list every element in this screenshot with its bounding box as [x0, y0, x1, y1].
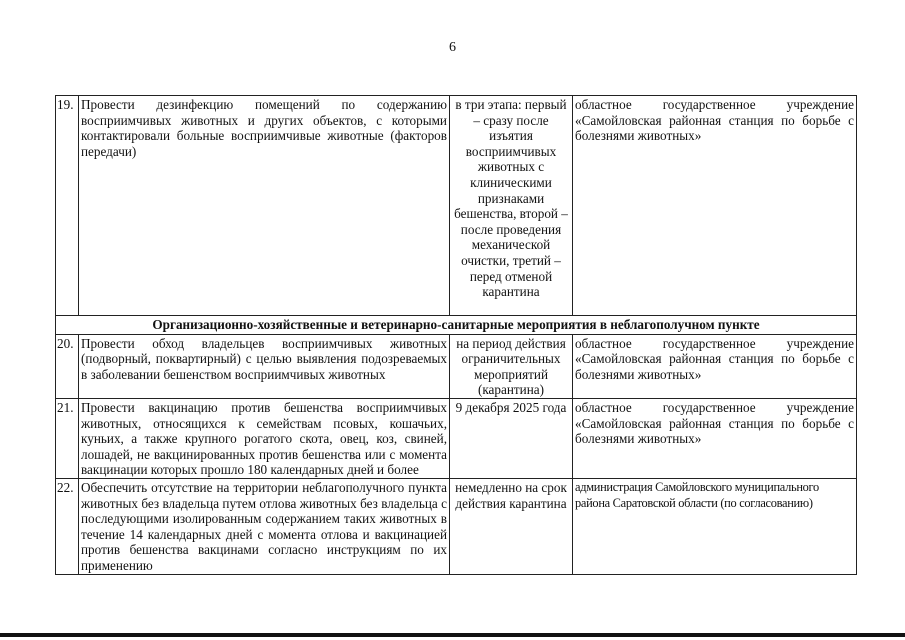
- table-row: [56, 334, 857, 398]
- table-row: [56, 398, 857, 478]
- row-timing: в три этапа: первый – сразу после изъятия восприимчивых животных с клиническими признаками бешенства, второй – после проведения механической очистки, третий – перед отменой карантина: [450, 96, 573, 316]
- row-number: 19.: [56, 96, 79, 316]
- table-row: [56, 96, 857, 316]
- row-responsible: областное государственное учреждение «Самойловская районная станция по борьбе с болезнями животных»: [573, 96, 857, 316]
- table-row: [56, 478, 857, 574]
- row-number: 22.: [56, 478, 79, 574]
- row-action: Провести обход владельцев восприимчивых животных (подворный, поквартирный) с целью выявления подозреваемых в заболевании бешенством восприимчивых животных: [79, 334, 450, 398]
- row-number: 21.: [56, 398, 79, 478]
- row-responsible: областное государственное учреждение «Самойловская районная станция по борьбе с болезнями животных»: [573, 398, 857, 478]
- row-responsible: администрация Самойловского муниципального района Саратовской области (по согласованию): [573, 478, 857, 574]
- row-action: Обеспечить отсутствие на территории неблагополучного пункта животных без владельца путем отлова животных без владельца с последующими изолированным содержанием таких животных в течение 14 календарных дней с момента отлова и вакцинацией против бешенства вакцинами согласно инструкциям по их применению: [79, 478, 450, 574]
- scan-edge-line: [0, 633, 905, 637]
- row-timing: 9 декабря 2025 года: [450, 398, 573, 478]
- row-responsible: областное государственное учреждение «Самойловская районная станция по борьбе с болезнями животных»: [573, 334, 857, 398]
- section-heading-row: [56, 316, 857, 335]
- row-timing: немедленно на срок действия карантина: [450, 478, 573, 574]
- row-timing: на период действия ограничительных мероприятий (карантина): [450, 334, 573, 398]
- row-action: Провести вакцинацию против бешенства восприимчивых животных, относящихся к семействам псовых, кошачьих, куньих, а также крупного рогатого скота, овец, коз, свиней, лошадей, не вакцинированных против бешенства или с момента вакцинации которых прошло 180 календарных дней и более: [79, 398, 450, 478]
- section-heading: Организационно-хозяйственные и ветеринарно-санитарные мероприятия в неблагополучном пункте: [56, 316, 857, 335]
- page-number: 6: [449, 40, 456, 55]
- row-action: Провести дезинфекцию помещений по содержанию восприимчивых животных и других объектов, с которыми контактировали больные восприимчивые животные (факторов передачи): [79, 96, 450, 316]
- row-number: 20.: [56, 334, 79, 398]
- measures-table: [55, 95, 857, 575]
